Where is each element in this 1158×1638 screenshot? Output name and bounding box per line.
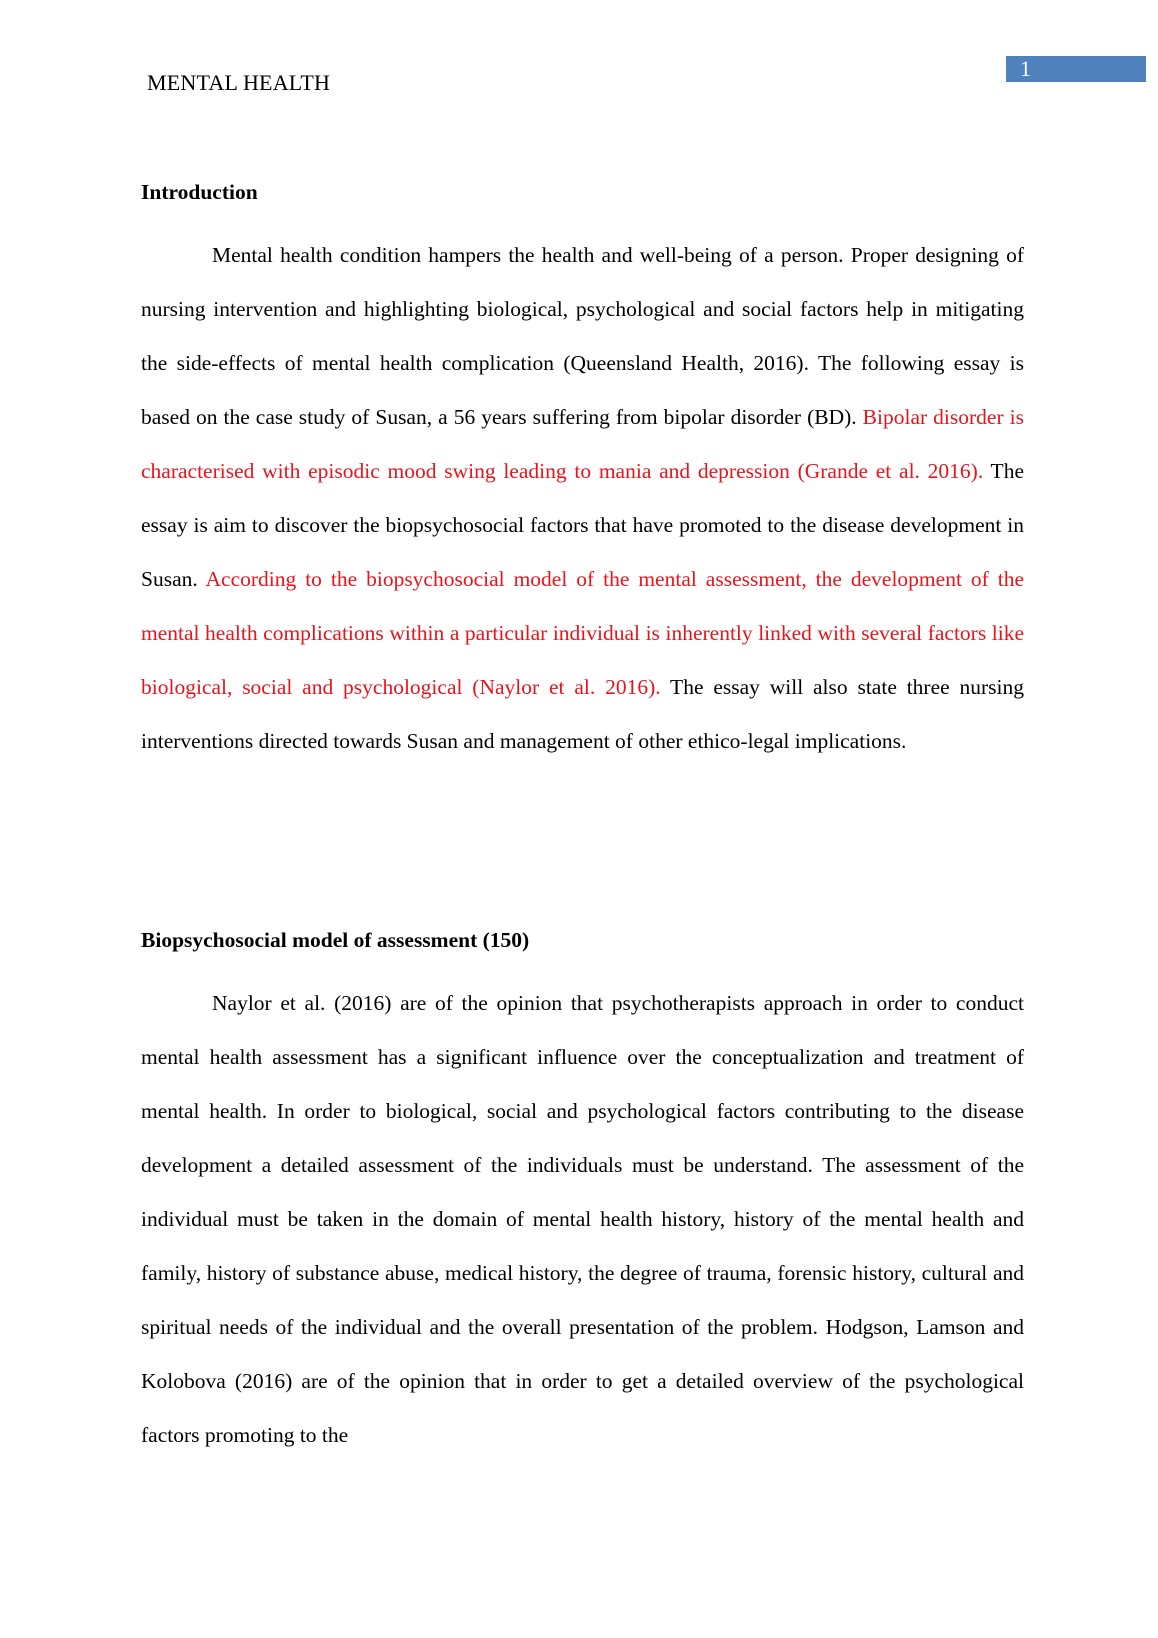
running-head: MENTAL HEALTH [147, 70, 331, 95]
biopsychosocial-paragraph [141, 976, 1024, 1462]
text-segment: The essay will also state three nursing interventions directed towards Susan and management of other ethico-legal implications. [141, 675, 1024, 753]
section-body-introduction [141, 228, 1024, 768]
introduction-paragraph [141, 228, 1024, 768]
text-segment: Mental health condition hampers the health and well-being of a person. Proper designing of nursing intervention and highlighting biological, psychological and social factors help in mitigating the side-effects of mental health complication (Queensland Health, 2016). The following essay is based on the case study of Susan, a 56 years suffering from bipolar disorder (BD). [141, 243, 1024, 429]
section-heading-introduction: Introduction [141, 180, 258, 204]
page-number: 1 [1006, 56, 1146, 82]
section-body-biopsychosocial [141, 976, 1024, 1462]
section-heading-biopsychosocial: Biopsychosocial model of assessment (150) [141, 928, 530, 952]
highlighted-text-segment: According to the biopsychosocial model of the mental assessment, the development of the mental health complications within a particular individual is inherently linked with several factors like biological, social and psychological (Naylor et al. 2016). [141, 567, 1024, 699]
text-segment: The essay is aim to discover the biopsychosocial factors that have promoted to the disease development in Susan. [141, 459, 1024, 591]
highlighted-text-segment: Bipolar disorder is characterised with episodic mood swing leading to mania and depression (Grande et al. 2016). [141, 405, 1024, 483]
text-segment: Naylor et al. (2016) are of the opinion that psychotherapists approach in order to conduct mental health assessment has a significant influence over the conceptualization and treatment of mental health. In order to biological, social and psychological factors contributing to the disease development a detailed assessment of the individuals must be understand. The assessment of the individual must be taken in the domain of mental health history, history of the mental health and family, history of substance abuse, medical history, the degree of trauma, forensic history, cultural and spiritual needs of the individual and the overall presentation of the problem. Hodgson, Lamson and Kolobova (2016) are of the opinion that in order to get a detailed overview of the psychological factors promoting to the [141, 991, 1024, 1447]
